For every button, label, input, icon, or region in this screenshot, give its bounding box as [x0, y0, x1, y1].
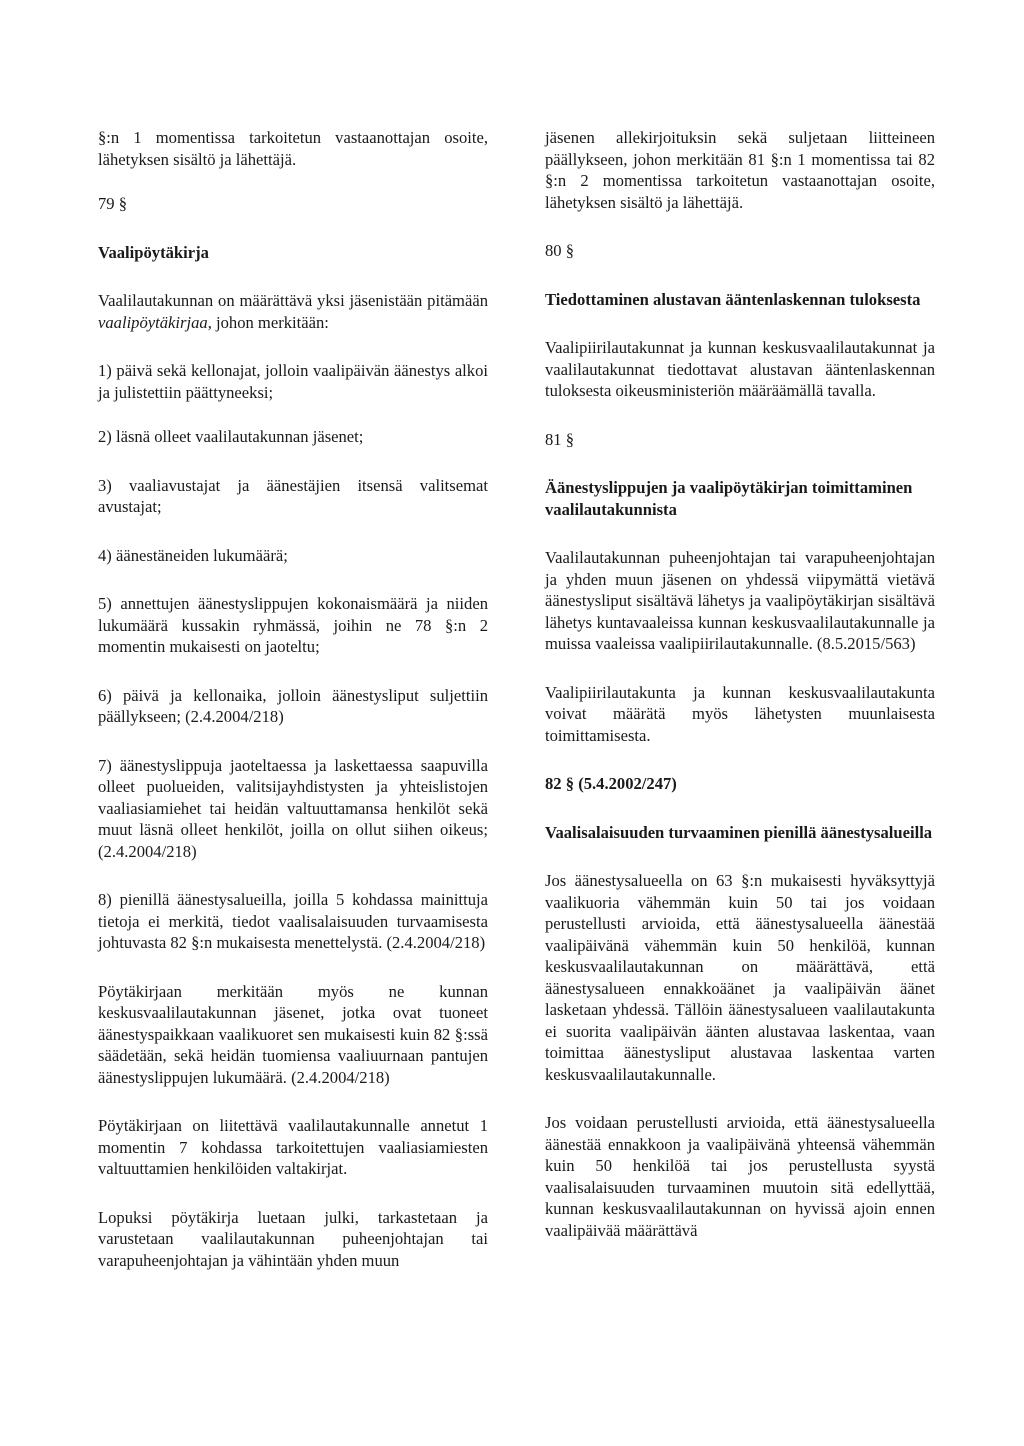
section-heading-79: Vaalipöytäkirja [98, 242, 209, 262]
section-number-82: 82 § (5.4.2002/247) [545, 774, 677, 793]
paragraph-81-a: Vaalilautakunnan puheenjohtajan tai varapuheenjohtajan ja yhden muun jäsenen on yhdessä viipymättä vietävä äänestysliput sisältävä lähetys ja vaalipöytäkirjan sisältävä lähetys kuntavaaleissa kunnan keskusvaalilautakunnalle ja muissa vaaleissa vaalipiirilautakunnalle. (8.5.2015/563) [545, 548, 935, 653]
section-number-81: 81 § [545, 429, 575, 449]
paragraph-intro-right: jäsenen allekirjoituksin sekä suljetaan liitteineen päällykseen, johon merkitään 81 §:n 1 momentissa tai 82 §:n 2 momentissa tarkoitetun vastaanottajan osoite, lähetyksen sisältö ja lähettäjä. [545, 128, 935, 212]
paragraph-79-intro-pre: Vaalilautakunnan on määrättävä yksi jäsenistään pitämään [98, 291, 488, 310]
paragraph-79-c: Pöytäkirjaan on liitettävä vaalilautakunnalle annetut 1 momentin 7 kohdassa tarkoitettujen vaaliasiamiesten valtuuttamien henkilöiden valtakirjat. [98, 1116, 488, 1178]
paragraph-intro-left: §:n 1 momentissa tarkoitetun vastaanottajan osoite, lähetyksen sisältö ja lähettäjä. [98, 128, 488, 169]
list-item-5: 5) annettujen äänestyslippujen kokonaismäärä ja niiden lukumäärä kussakin ryhmässä, joihin ne 78 §:n 2 momentin mukaisesti on jaoteltu; [98, 594, 488, 656]
paragraph-80: Vaalipiirilautakunnat ja kunnan keskusvaalilautakunnat ja vaalilautakunnat tiedottavat alustavan ääntenlaskennan tuloksesta oikeusministeriön määräämällä tavalla. [545, 338, 935, 400]
right-column [545, 127, 935, 1241]
paragraph-79-intro-italic: vaalipöytäkirjaa [98, 312, 208, 332]
section-number-80: 80 § [545, 241, 575, 260]
section-heading-81: Äänestyslippujen ja vaalipöytäkirjan toimittaminen vaalilautakunnista [545, 478, 913, 519]
paragraph-81-b: Vaalipiirilautakunta ja kunnan keskusvaalilautakunta voivat määrätä myös lähetysten muunlaisesta toimittamisesta. [545, 682, 935, 745]
list-item-1: 1) päivä sekä kellonajat, jolloin vaalipäivän äänestys alkoi ja julistettiin päättyneeksi; [98, 361, 488, 402]
paragraph-79-d: Lopuksi pöytäkirja luetaan julki, tarkastetaan ja varustetaan vaalilautakunnan puheenjohtajan tai varapuheenjohtajan ja vähintään yhden muun [98, 1207, 488, 1270]
list-item-8: 8) pienillä äänestysalueilla, joilla 5 kohdassa mainittuja tietoja ei merkitä, tiedot vaalisalaisuuden turvaamisesta johtuvasta 82 §:n mukaisesta menettelystä. (2.4.2004/218) [98, 890, 488, 952]
list-item-6: 6) päivä ja kellonaika, jolloin äänestysliput suljettiin päällykseen; (2.4.2004/218) [98, 685, 488, 726]
paragraph-79-intro-post: , johon merkitään: [207, 312, 329, 332]
section-heading-82: Vaalisalaisuuden turvaaminen pienillä äänestysalueilla [545, 822, 933, 842]
left-column [98, 127, 488, 1271]
paragraph-79-b: Pöytäkirjaan merkitään myös ne kunnan keskusvaalilautakunnan jäsenet, jotka ovat tuoneet äänestyspaikkaan vaalikuoret sen mukaisesti kuin 82 §:ssä säädetään, sekä heidän tuomiensa vaaliuurnaan pantujen äänestyslippujen lukumäärä. (2.4.2004/218) [98, 981, 488, 1087]
list-item-3: 3) vaaliavustajat ja äänestäjien itsensä valitsemat avustajat; [98, 475, 488, 516]
paragraph-82-a: Jos äänestysalueella on 63 §:n mukaisesti hyväksyttyjä vaalikuoria vähemmän kuin 50 tai jos voidaan perustellusti arvioida, että äänestysalueella äänestää vaalipäivänä vähemmän kuin 50 henkilöä, kunnan keskusvaalilautakunnan on määrättävä, että äänestysalueen ennakkoäänet ja vaalipäivän äänet lasketaan yhdessä. Tällöin äänestysalueen vaalilautakunta ei suorita vaalipäivän äänten alustavaa laskentaa, vaan toimittaa äänestysliput alustavaa laskentaa varten keskusvaalilautakunnalle. [545, 871, 935, 1084]
list-item-4: 4) äänestäneiden lukumäärä; [98, 545, 288, 565]
section-heading-80: Tiedottaminen alustavan ääntenlaskennan tuloksesta [545, 289, 921, 309]
paragraph-79-intro [98, 290, 488, 333]
paragraph-82-b: Jos voidaan perustellusti arvioida, että äänestysalueella äänestää ennakkoon ja vaalipäivänä yhteensä vähemmän kuin 50 henkilöä tai jos perustellusta syystä vaalisalaisuuden turvaaminen muutoin sitä edellyttää, kunnan keskusvaalilautakunnan on hyvissä ajoin ennen vaalipäivää määrättävä [545, 1113, 935, 1240]
list-item-2: 2) läsnä olleet vaalilautakunnan jäsenet; [98, 427, 364, 446]
list-item-7: 7) äänestyslippuja jaoteltaessa ja laskettaessa saapuvilla olleet puolueiden, valitsijayhdistysten ja yhteislistojen vaaliasiamiehet tai heidän valtuuttamansa henkilöt sekä muut läsnä olleet henkilöt, joilla on ollut siihen oikeus; (2.4.2004/218) [98, 755, 488, 861]
section-number-79: 79 § [98, 194, 128, 213]
